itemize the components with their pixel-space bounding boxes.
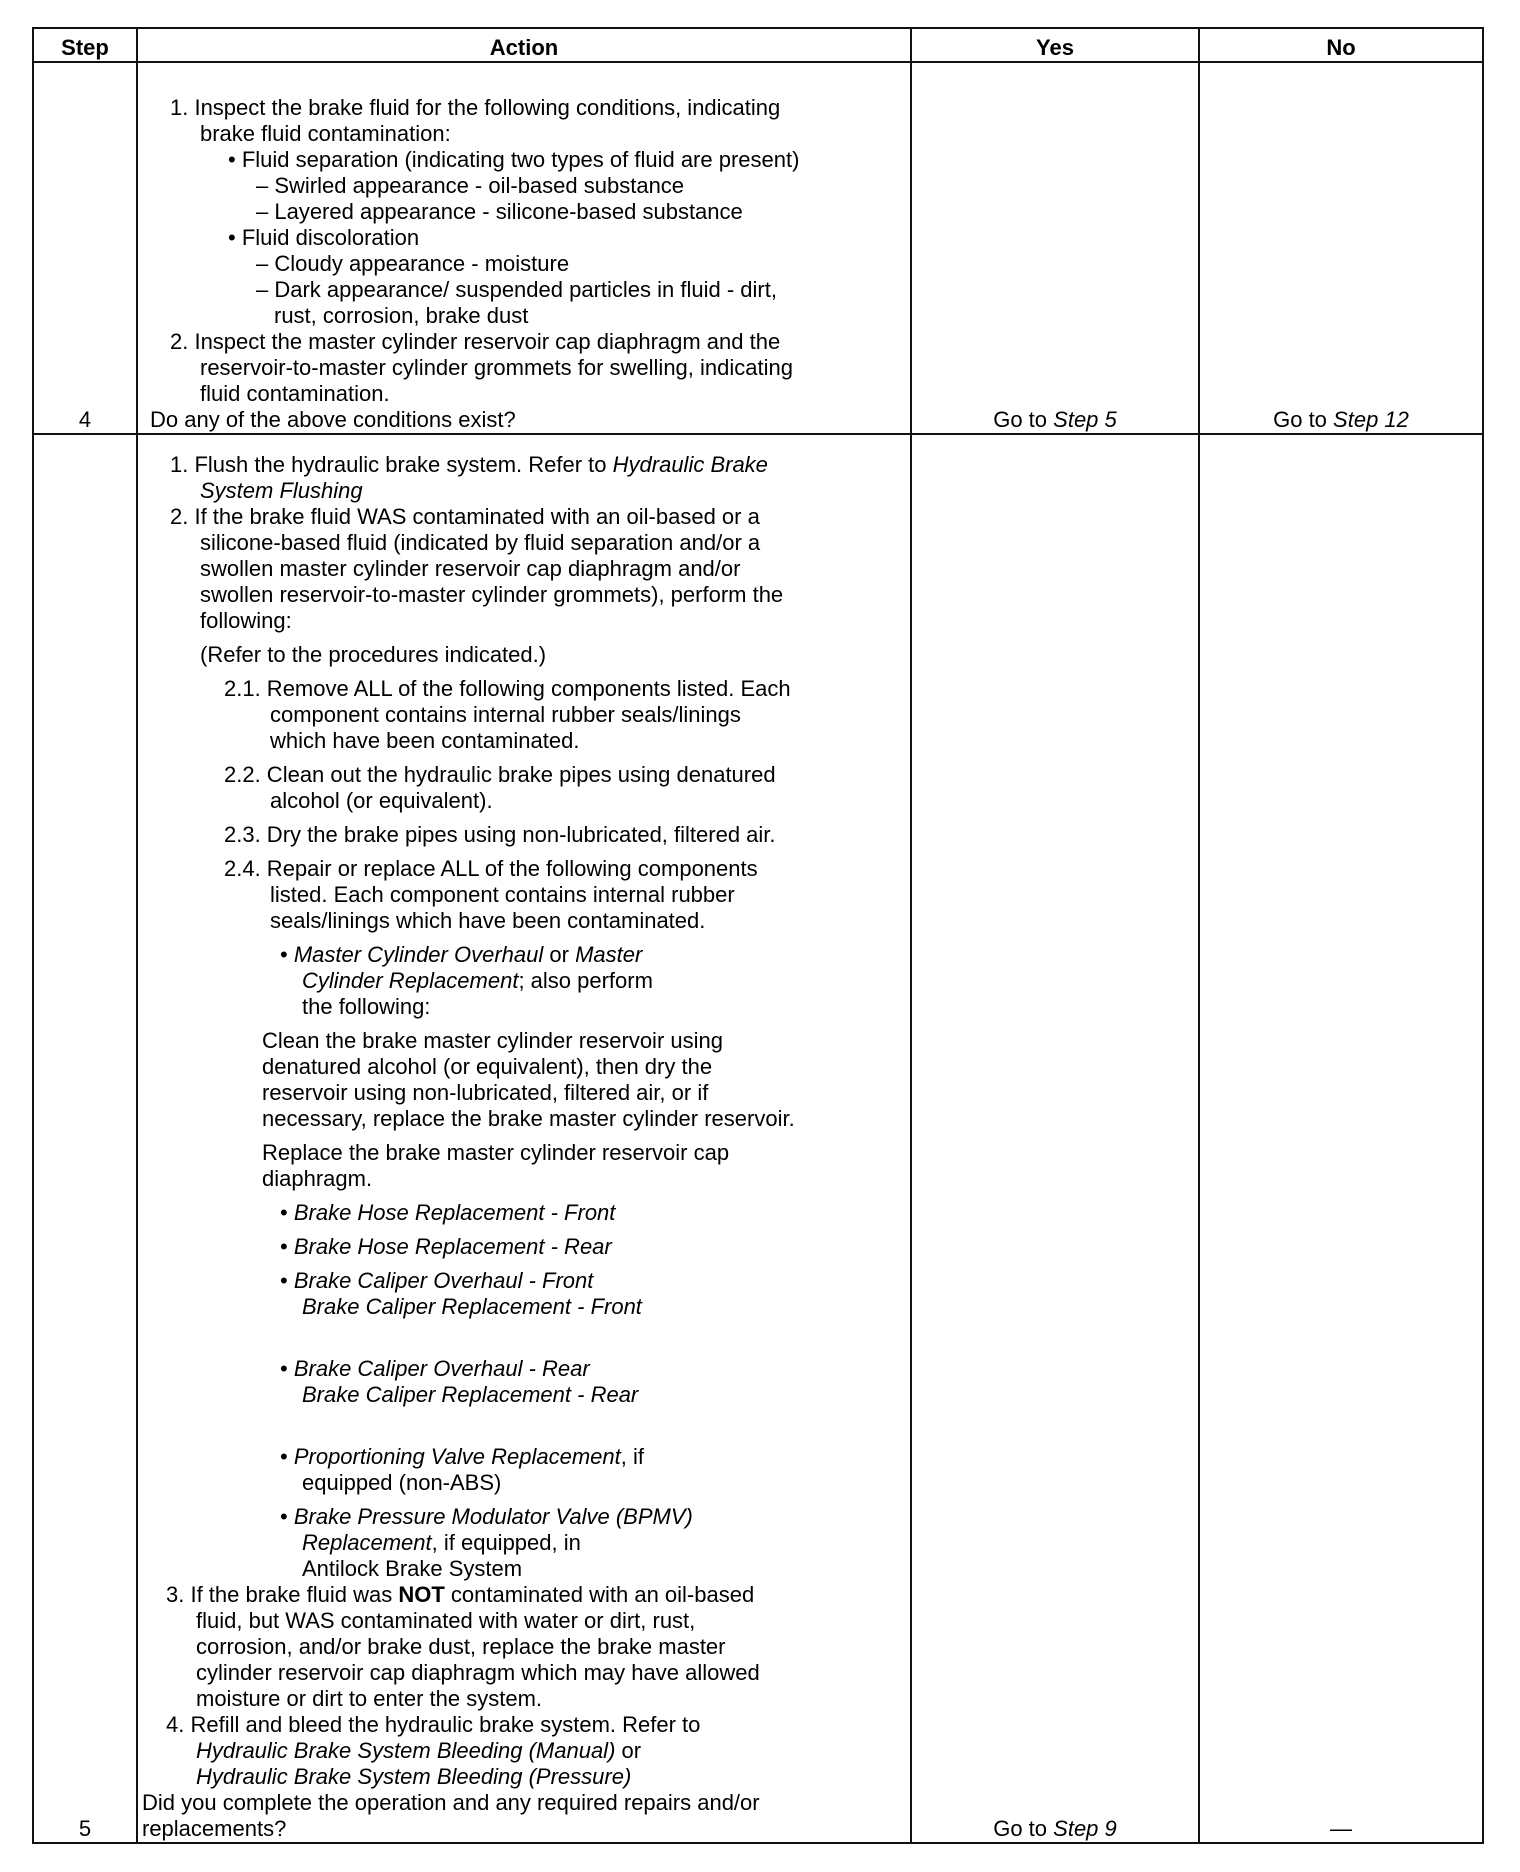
action-line: diaphragm.	[262, 1166, 373, 1191]
action-line: seals/linings which have been contaminated.	[270, 908, 706, 933]
table-row	[33, 62, 1483, 434]
action-text: 1. Flush the hydraulic brake system. Refer to	[170, 452, 613, 477]
action-line: Clean the brake master cylinder reservoir using	[262, 1028, 723, 1053]
procedure-link[interactable]: Master Cylinder Overhaul	[293, 942, 544, 967]
action-text: , if equipped, in	[431, 1530, 581, 1555]
action-line: the following:	[302, 994, 431, 1019]
action-line: silicone-based fluid (indicated by fluid separation and/or a	[200, 530, 761, 555]
procedure-link[interactable]: Hydraulic Brake System Bleeding (Manual)	[196, 1738, 616, 1763]
action-line: 1. Inspect the brake fluid for the following conditions, indicating	[170, 95, 781, 120]
action-line: • Fluid discoloration	[228, 225, 420, 250]
action-line	[138, 1738, 910, 1764]
action-line: which have been contaminated.	[270, 728, 580, 753]
action-line: Antilock Brake System	[302, 1556, 523, 1581]
action-line: swollen master cylinder reservoir cap diaphragm and/or	[200, 556, 741, 581]
action-question: replacements?	[142, 1816, 287, 1841]
action-line: (Refer to the procedures indicated.)	[200, 642, 547, 667]
action-line: swollen reservoir-to-master cylinder grommets), perform the	[200, 582, 784, 607]
procedure-link[interactable]: Brake Hose Replacement - Rear	[293, 1234, 612, 1259]
action-line: 2.3. Dry the brake pipes using non-lubricated, filtered air.	[224, 822, 776, 847]
action-line: 2. If the brake fluid WAS contaminated with an oil-based or a	[170, 504, 760, 529]
procedure-link[interactable]: Brake Caliper Replacement - Rear	[302, 1382, 639, 1407]
procedure-link[interactable]: Replacement	[302, 1530, 432, 1555]
action-line: corrosion, and/or brake dust, replace the brake master	[196, 1634, 726, 1659]
yes-prefix: Go to	[993, 407, 1048, 432]
action-line	[138, 1582, 910, 1608]
action-line: • Proportioning Valve Replacement, if	[280, 1444, 644, 1469]
action-text: , if	[620, 1444, 644, 1469]
action-line: • Brake Hose Replacement - Rear	[280, 1234, 612, 1259]
procedure-link[interactable]: Brake Hose Replacement - Front	[293, 1200, 616, 1225]
action-text: or	[543, 942, 576, 967]
no-prefix: Go to	[1273, 407, 1327, 432]
no-dash: —	[1330, 1816, 1352, 1841]
procedure-link[interactable]: Brake Caliper Overhaul - Front	[293, 1268, 594, 1293]
action-line: Replace the brake master cylinder reservoir cap	[262, 1140, 730, 1165]
procedure-link[interactable]: Proportioning Valve Replacement	[293, 1444, 621, 1469]
action-line: alcohol (or equivalent).	[270, 788, 493, 813]
action-line: • Brake Caliper Overhaul - Front	[280, 1268, 594, 1293]
step-number: 5	[33, 434, 137, 1843]
action-line	[138, 968, 910, 994]
action-line: denatured alcohol (or equivalent), then dry the	[262, 1054, 713, 1079]
header-no: No	[1199, 28, 1483, 62]
action-line: equipped (non-ABS)	[302, 1470, 502, 1495]
action-line: following:	[200, 608, 292, 633]
action-text: ; also perform	[518, 968, 653, 993]
action-cell	[137, 62, 911, 434]
action-line: cylinder reservoir cap diaphragm which may have allowed	[196, 1660, 760, 1685]
procedure-link[interactable]: Brake Caliper Overhaul - Rear	[293, 1356, 590, 1381]
action-line	[138, 452, 910, 478]
action-cell	[137, 434, 911, 1843]
no-cell	[1199, 62, 1483, 434]
procedure-link[interactable]: Brake Pressure Modulator Valve (BPMV)	[293, 1504, 693, 1529]
action-text: contaminated with an oil-based	[444, 1582, 755, 1607]
action-line: – Cloudy appearance - moisture	[256, 251, 570, 276]
yes-step-link[interactable]: Step 5	[1053, 407, 1117, 432]
procedure-link[interactable]: Cylinder Replacement	[302, 968, 519, 993]
action-question: Did you complete the operation and any required repairs and/or	[142, 1790, 760, 1815]
procedure-link[interactable]: Master	[575, 942, 643, 967]
action-line: 2. Inspect the master cylinder reservoir cap diaphragm and the	[170, 329, 781, 354]
action-text: or	[615, 1738, 642, 1763]
diagnostic-table	[32, 27, 1484, 1844]
action-text: NOT	[398, 1582, 445, 1607]
action-line: • Fluid separation (indicating two types of fluid are present)	[228, 147, 800, 172]
action-line: fluid contamination.	[200, 381, 390, 406]
action-line: – Layered appearance - silicone-based substance	[256, 199, 743, 224]
yes-step-link[interactable]: Step 9	[1053, 1816, 1117, 1841]
action-line	[138, 1530, 910, 1556]
no-cell	[1199, 434, 1483, 1843]
procedure-link[interactable]: Hydraulic Brake System Bleeding (Pressure)	[196, 1764, 632, 1789]
action-question: Do any of the above conditions exist?	[150, 407, 516, 432]
action-line: necessary, replace the brake master cylinder reservoir.	[262, 1106, 795, 1131]
procedure-link[interactable]: Brake Caliper Replacement - Front	[302, 1294, 642, 1319]
yes-prefix: Go to	[993, 1816, 1048, 1841]
header-step: Step	[33, 28, 137, 62]
action-line: component contains internal rubber seals/linings	[270, 702, 741, 727]
action-line: 2.4. Repair or replace ALL of the following components	[224, 856, 758, 881]
action-line: • Master Cylinder Overhaul or Master	[280, 942, 643, 967]
header-yes: Yes	[911, 28, 1199, 62]
action-line: • Brake Pressure Modulator Valve (BPMV)	[280, 1504, 693, 1529]
action-line: • Brake Hose Replacement - Front	[280, 1200, 616, 1225]
action-line: 4. Refill and bleed the hydraulic brake system. Refer to	[166, 1712, 701, 1737]
procedure-link[interactable]: Hydraulic Brake	[612, 452, 768, 477]
step-number: 4	[33, 62, 137, 434]
header-row	[33, 28, 1483, 62]
action-text: 3. If the brake fluid was	[166, 1582, 399, 1607]
action-line: 2.2. Clean out the hydraulic brake pipes using denatured	[224, 762, 776, 787]
action-line: – Swirled appearance - oil-based substance	[256, 173, 685, 198]
procedure-link[interactable]: System Flushing	[200, 478, 363, 503]
table-row	[33, 434, 1483, 1843]
yes-cell	[911, 434, 1199, 1843]
action-line: brake fluid contamination:	[200, 121, 451, 146]
action-line: 2.1. Remove ALL of the following components listed. Each	[224, 676, 791, 701]
action-line: reservoir using non-lubricated, filtered air, or if	[262, 1080, 709, 1105]
header-action: Action	[137, 28, 911, 62]
action-line: – Dark appearance/ suspended particles in fluid - dirt,	[256, 277, 777, 302]
yes-cell	[911, 62, 1199, 434]
action-line: moisture or dirt to enter the system.	[196, 1686, 543, 1711]
action-line: reservoir-to-master cylinder grommets for swelling, indicating	[200, 355, 793, 380]
action-line: • Brake Caliper Overhaul - Rear	[280, 1356, 590, 1381]
action-line: fluid, but WAS contaminated with water or dirt, rust,	[196, 1608, 696, 1633]
no-step-link[interactable]: Step 12	[1333, 407, 1409, 432]
action-line: rust, corrosion, brake dust	[274, 303, 529, 328]
action-line: listed. Each component contains internal rubber	[270, 882, 735, 907]
